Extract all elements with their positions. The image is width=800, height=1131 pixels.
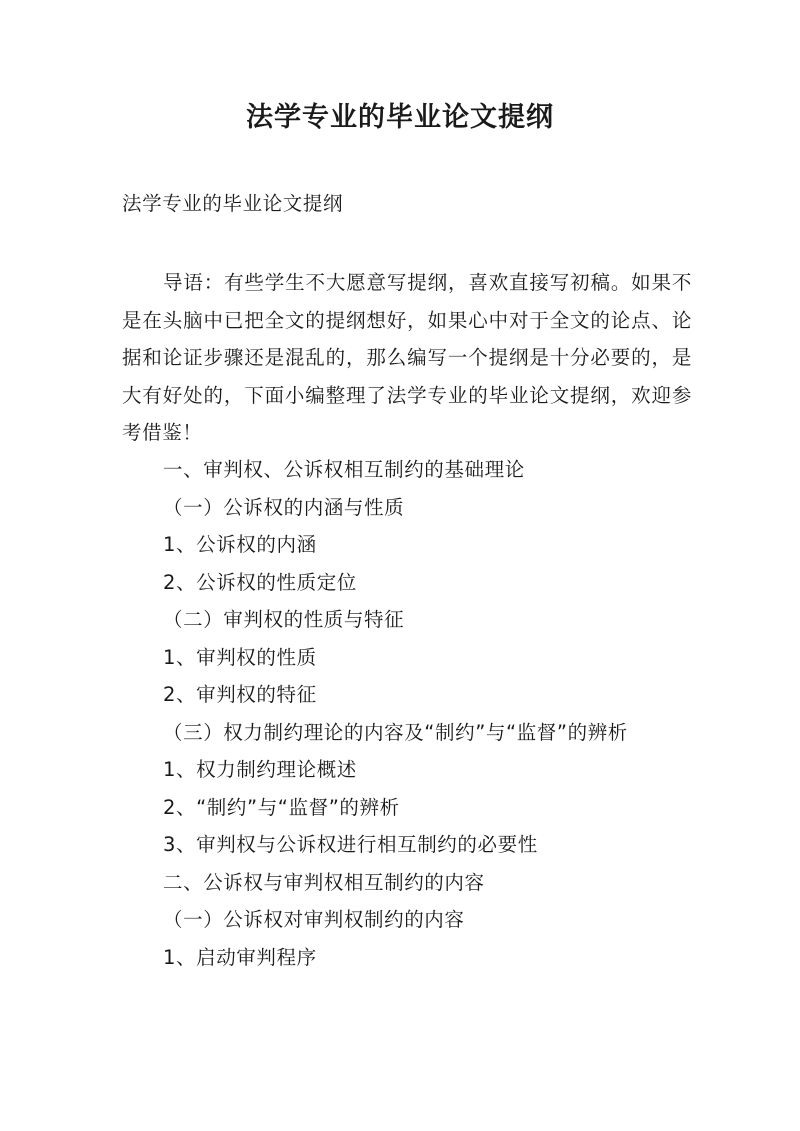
outline-item: （一）公诉权的内涵与性质 [163, 495, 405, 519]
outline-item: 1、权力制约理论概述 [163, 758, 357, 781]
outline-item: 2、审判权的特征 [163, 683, 317, 706]
outline-item: 2、“制约”与“监督”的辨析 [163, 795, 400, 819]
outline-list [122, 451, 692, 976]
outline-item: 1、公诉权的内涵 [163, 533, 317, 556]
outline-item: 二、公诉权与审判权相互制约的内容 [163, 870, 485, 894]
outline-item: 一、审判权、公诉权相互制约的基础理论 [163, 458, 525, 481]
outline-item: （一）公诉权对审判权制约的内容 [163, 908, 465, 931]
document-title: 法学专业的毕业论文提纲 [246, 102, 554, 133]
outline-item: 3、审判权与公诉权进行相互制约的必要性 [163, 833, 538, 856]
outline-item: 1、审判权的性质 [163, 645, 317, 669]
outline-item: 1、启动审判程序 [163, 945, 317, 969]
outline-item: （二）审判权的性质与特征 [163, 608, 405, 631]
intro-paragraph: 导语：有些学生不大愿意写提纲，喜欢直接写初稿。如果不是在头脑中已把全文的提纲想好，如果心中对于全文的论点、论据和论证步骤还是混乱的，那么编写一个提纲是十分必要的，是大有好处的，下面小编整理了法学专业的毕业论文提纲，欢迎参考借鉴！ [122, 271, 692, 444]
outline-item: 2、公诉权的性质定位 [163, 570, 357, 594]
document-subtitle: 法学专业的毕业论文提纲 [122, 192, 344, 215]
outline-item: （三）权力制约理论的内容及“制约”与“监督”的辨析 [163, 720, 628, 744]
